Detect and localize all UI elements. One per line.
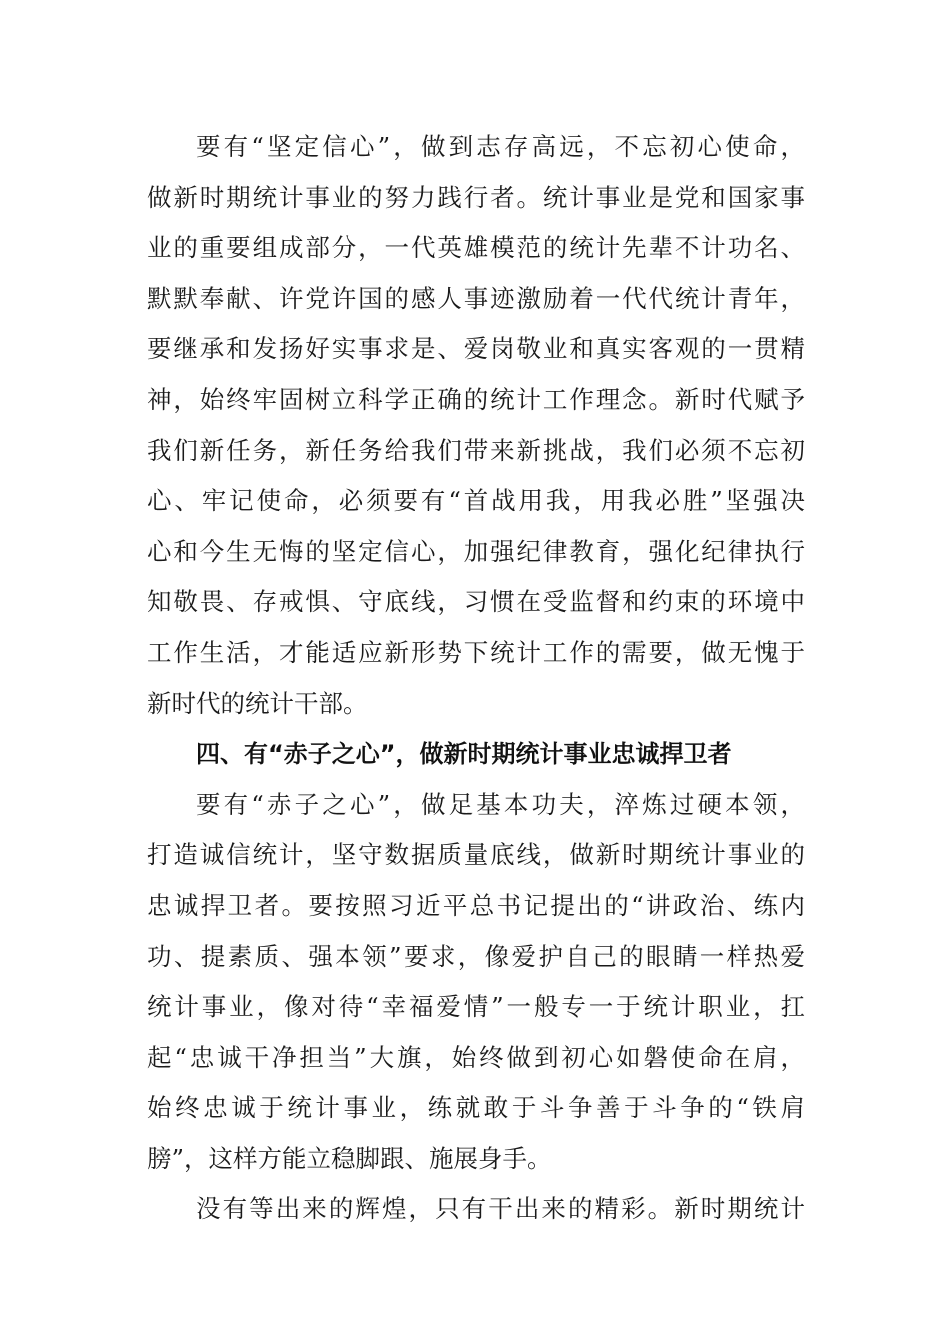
paragraph-line: 工作生活，才能适应新形势下统计工作的需要，做无愧于 xyxy=(147,637,805,667)
paragraph-line: 知敬畏、存戒惧、守底线，习惯在受监督和约束的环境中 xyxy=(147,587,805,617)
paragraph-line: 要继承和发扬好实事求是、爱岗敬业和真实客观的一贯精 xyxy=(147,334,805,364)
paragraph-line: 没有等出来的辉煌，只有干出来的精彩。新时期统计 xyxy=(196,1194,805,1224)
paragraph-line: 新时代的统计干部。 xyxy=(147,688,368,718)
paragraph-line: 起“忠诚干净担当”大旗，始终做到初心如磐使命在肩， xyxy=(147,1042,805,1072)
paragraph-line: 要有“坚定信心”，做到志存高远，不忘初心使命， xyxy=(196,132,805,161)
section-heading: 四、有“赤子之心”，做新时期统计事业忠诚捍卫者 xyxy=(196,740,732,769)
paragraph-line: 膀”，这样方能立稳脚跟、施展身手。 xyxy=(147,1143,552,1173)
paragraph-line: 我们新任务，新任务给我们带来新挑战，我们必须不忘初 xyxy=(147,435,805,465)
paragraph-line: 心和今生无悔的坚定信心，加强纪律教育，强化纪律执行 xyxy=(147,536,805,566)
paragraph-line: 神，始终牢固树立科学正确的统计工作理念。新时代赋予 xyxy=(147,384,805,414)
paragraph-line: 心、牢记使命，必须要有“首战用我，用我必胜”坚强决 xyxy=(147,486,805,516)
paragraph-line: 要有“赤子之心”，做足基本功夫，淬炼过硬本领， xyxy=(196,789,805,819)
paragraph-line: 业的重要组成部分，一代英雄模范的统计先辈不计功名、 xyxy=(147,233,805,263)
paragraph-line: 做新时期统计事业的努力践行者。统计事业是党和国家事 xyxy=(147,182,805,212)
paragraph-line: 打造诚信统计，坚守数据质量底线，做新时期统计事业的 xyxy=(147,840,805,870)
paragraph-line: 始终忠诚于统计事业，练就敢于斗争善于斗争的“铁肩 xyxy=(147,1093,805,1123)
paragraph-line: 统计事业，像对待“幸福爱情”一般专一于统计职业，扛 xyxy=(147,992,805,1022)
body-text xyxy=(147,122,805,1235)
paragraph-line: 忠诚捍卫者。要按照习近平总书记提出的“讲政治、练内 xyxy=(147,890,805,920)
paragraph-line: 功、提素质、强本领”要求，像爱护自己的眼睛一样热爱 xyxy=(147,941,805,971)
paragraph-line: 默默奉献、许党许国的感人事迹激励着一代代统计青年， xyxy=(147,283,805,313)
